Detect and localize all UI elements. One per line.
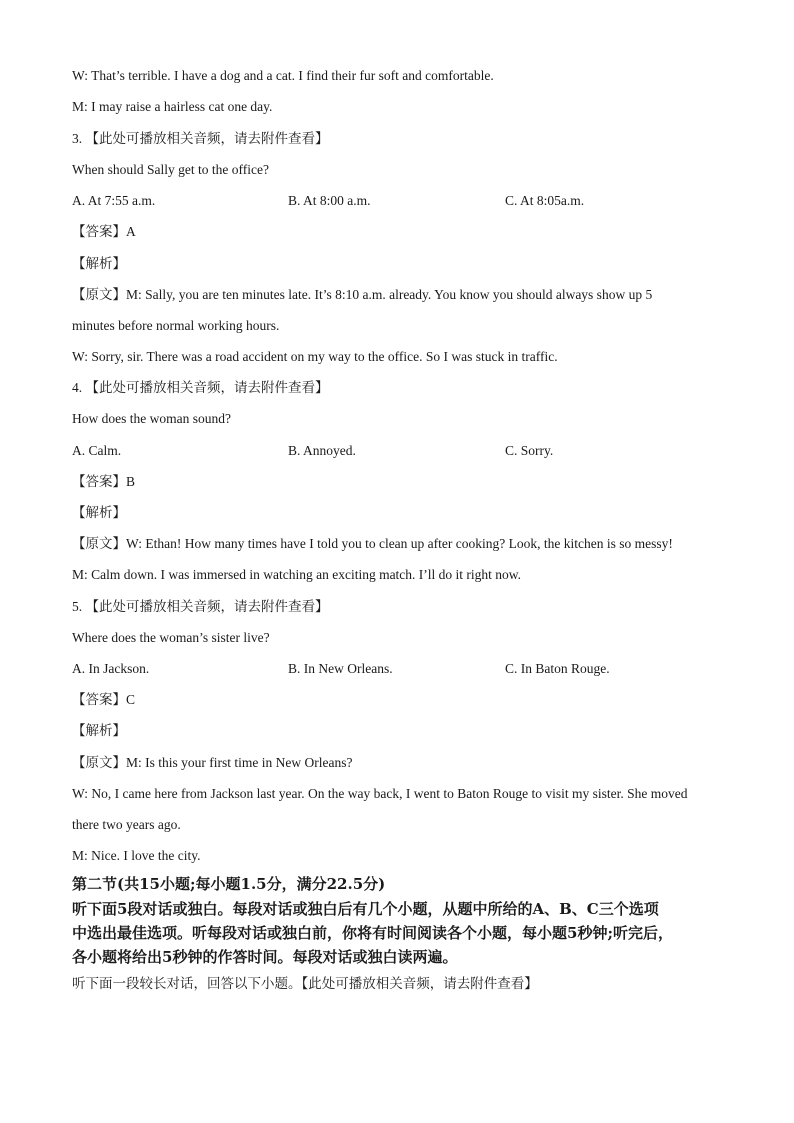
q5-option-b: B. In New Orleans.: [288, 661, 393, 676]
q3-answer: 【答案】A: [72, 224, 136, 239]
question-5-heading: 5. 【此处可播放相关音频，请去附件查看】: [72, 599, 329, 614]
section-instructions: 中选出最佳选项。听每段对话或独白前，你将有时间阅读各个小题，每小题5秒钟;听完后，: [72, 924, 673, 942]
q4-option-c: C. Sorry.: [505, 443, 554, 458]
long-dialogue-intro: 听下面一段较长对话，回答以下小题。【此处可播放相关音频，请去附件查看】: [72, 976, 538, 991]
q4-option-a: A. Calm.: [72, 443, 122, 458]
dialogue-line: M: I may raise a hairless cat one day.: [72, 99, 273, 114]
q5-transcript-cont: there two years ago.: [72, 817, 181, 832]
q5-transcript: 【原文】M: Is this your first time in New Orleans?: [72, 755, 353, 770]
question-4-heading: 4. 【此处可播放相关音频，请去附件查看】: [72, 380, 329, 395]
q3-option-c: C. At 8:05a.m.: [505, 193, 585, 208]
q4-option-b: B. Annoyed.: [288, 443, 356, 458]
q3-transcript-line: W: Sorry, sir. There was a road accident on my way to the office. So I was stuck in traffic.: [72, 349, 558, 364]
dialogue-line: W: That’s terrible. I have a dog and a cat. I find their fur soft and comfortable.: [72, 68, 494, 83]
q3-transcript: 【原文】M: Sally, you are ten minutes late. It’s 8:10 a.m. already. You know you should always show up 5: [72, 287, 653, 302]
q4-transcript: 【原文】W: Ethan! How many times have I told you to clean up after cooking? Look, the kitchen is so messy!: [72, 536, 673, 551]
q3-transcript-cont: minutes before normal working hours.: [72, 318, 280, 333]
q3-option-a: A. At 7:55 a.m.: [72, 193, 156, 208]
q5-transcript-line: M: Nice. I love the city.: [72, 848, 201, 863]
q5-transcript-line: W: No, I came here from Jackson last year. On the way back, I went to Baton Rouge to visit my sister. She moved: [72, 786, 688, 801]
q5-option-c: C. In Baton Rouge.: [505, 661, 610, 676]
section-instructions: 听下面5段对话或独白。每段对话或独白后有几个小题，从题中所给的A、B、C三个选项: [72, 900, 659, 918]
question-3-text: When should Sally get to the office?: [72, 162, 269, 177]
q3-option-b: B. At 8:00 a.m.: [288, 193, 371, 208]
question-5-text: Where does the woman’s sister live?: [72, 630, 270, 645]
question-3-heading: 3. 【此处可播放相关音频，请去附件查看】: [72, 131, 329, 146]
q4-analysis-label: 【解析】: [72, 505, 126, 520]
q4-answer: 【答案】B: [72, 474, 136, 489]
section-instructions: 各小题将给出5秒钟的作答时间。每段对话或独白读两遍。: [72, 948, 458, 966]
q5-option-a: A. In Jackson.: [72, 661, 150, 676]
q5-analysis-label: 【解析】: [72, 723, 126, 738]
section-heading: 第二节(共15小题;每小题1.5分，满分22.5分): [72, 875, 386, 893]
question-4-text: How does the woman sound?: [72, 411, 231, 426]
q3-analysis-label: 【解析】: [72, 256, 126, 271]
q5-answer: 【答案】C: [72, 692, 136, 707]
q4-transcript-line: M: Calm down. I was immersed in watching an exciting match. I’ll do it right now.: [72, 567, 522, 582]
